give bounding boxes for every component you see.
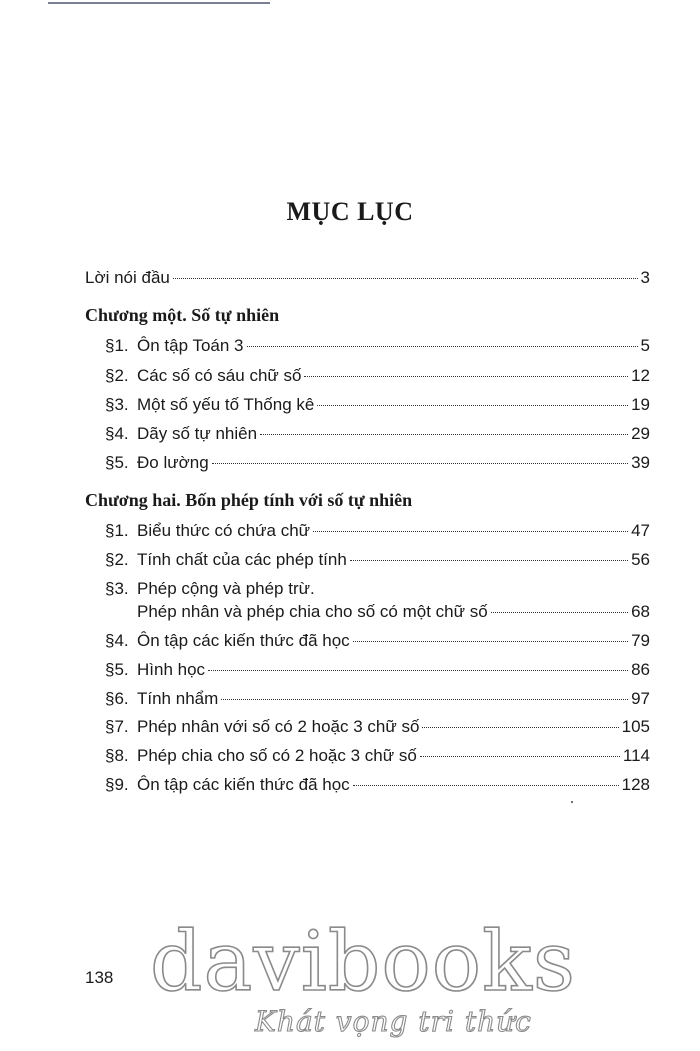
section-number: §1. bbox=[105, 521, 129, 540]
dot-leader bbox=[350, 560, 628, 561]
section-number: §6. bbox=[105, 689, 129, 708]
watermark-brand: davibooks bbox=[150, 915, 576, 1010]
toc-entry[interactable] bbox=[105, 453, 650, 473]
toc-entry-label: Phép cộng và phép trừ. bbox=[137, 579, 315, 598]
dot-leader bbox=[317, 405, 628, 406]
toc-entry[interactable] bbox=[105, 775, 650, 795]
toc-entry-page: 79 bbox=[631, 631, 650, 650]
toc-entry-page: 47 bbox=[631, 521, 650, 540]
dot-leader bbox=[173, 278, 638, 279]
toc-entry-label-continued: Phép nhân và phép chia cho số có một chữ số bbox=[137, 602, 488, 621]
dot-leader bbox=[212, 463, 628, 464]
toc-entry-label: Một số yếu tố Thống kê bbox=[137, 395, 315, 414]
section-number: §9. bbox=[105, 775, 129, 794]
chapter-heading: Chương hai. Bốn phép tính với số tự nhiên bbox=[85, 490, 413, 510]
toc-entry-label: Hình học bbox=[137, 660, 206, 679]
toc-entry-label: Dãy số tự nhiên bbox=[137, 424, 258, 443]
toc-entry-label: Ôn tập Toán 3 bbox=[137, 336, 244, 355]
toc-entry-label: Phép nhân với số có 2 hoặc 3 chữ số bbox=[137, 717, 420, 736]
toc-entry[interactable] bbox=[105, 550, 650, 570]
toc-entry[interactable] bbox=[105, 521, 650, 541]
toc-entry-page: 12 bbox=[631, 366, 650, 385]
toc-entry-first-line[interactable] bbox=[105, 579, 650, 599]
section-number: §1. bbox=[105, 336, 129, 355]
section-number: §3. bbox=[105, 395, 129, 414]
toc-entry[interactable] bbox=[105, 746, 650, 766]
toc-entry-page: 68 bbox=[631, 602, 650, 621]
section-number: §2. bbox=[105, 366, 129, 385]
toc-entry[interactable] bbox=[105, 395, 650, 415]
toc-entry-label: Đo lường bbox=[137, 453, 209, 472]
print-speck bbox=[571, 801, 573, 803]
top-rule bbox=[48, 2, 270, 4]
toc-entry-page: 114 bbox=[622, 746, 650, 765]
dot-leader bbox=[260, 434, 628, 435]
dot-leader bbox=[313, 531, 628, 532]
toc-entry-page: 97 bbox=[631, 689, 650, 708]
toc-entry-page: 5 bbox=[640, 336, 650, 355]
dot-leader bbox=[304, 376, 628, 377]
section-number: §4. bbox=[105, 424, 129, 443]
section-number: §3. bbox=[105, 579, 129, 598]
toc-entry-label: Phép chia cho số có 2 hoặc 3 chữ số bbox=[137, 746, 417, 765]
dot-leader bbox=[422, 727, 618, 728]
page-title: MỤC LỤC bbox=[286, 197, 414, 226]
section-number: §4. bbox=[105, 631, 129, 650]
dot-leader bbox=[353, 641, 628, 642]
toc-entry-label: Ôn tập các kiến thức đã học bbox=[137, 775, 350, 794]
toc-entry-label: Tính nhẩm bbox=[137, 689, 219, 708]
toc-entry-page: 86 bbox=[631, 660, 650, 679]
toc-entry-page: 56 bbox=[631, 550, 650, 569]
toc-entry[interactable] bbox=[105, 424, 650, 444]
dot-leader bbox=[353, 785, 619, 786]
section-number: §2. bbox=[105, 550, 129, 569]
dot-leader bbox=[247, 346, 638, 347]
toc-entry[interactable] bbox=[105, 631, 650, 651]
watermark-slogan: Khát vọng tri thức bbox=[255, 1005, 532, 1038]
toc-entry-label: Ôn tập các kiến thức đã học bbox=[137, 631, 350, 650]
toc-entry-page: 3 bbox=[640, 268, 650, 287]
toc-entry-page: 39 bbox=[631, 453, 650, 472]
toc-entry-label: Lời nói đầu bbox=[85, 268, 170, 287]
section-number: §5. bbox=[105, 660, 129, 679]
toc-entry-label: Tính chất của các phép tính bbox=[137, 550, 347, 569]
toc-entry[interactable] bbox=[105, 366, 650, 386]
toc-entry[interactable] bbox=[105, 689, 650, 709]
toc-entry-page: 128 bbox=[621, 775, 650, 794]
toc-entry-page: 19 bbox=[631, 395, 650, 414]
toc-entry[interactable] bbox=[105, 660, 650, 680]
section-number: §8. bbox=[105, 746, 129, 765]
toc-entry-label: Biểu thức có chứa chữ bbox=[137, 521, 311, 540]
toc-entry-label: Các số có sáu chữ số bbox=[137, 366, 302, 385]
toc-entry-preface[interactable] bbox=[85, 268, 650, 288]
toc-entry-page: 105 bbox=[621, 717, 650, 736]
section-number: §5. bbox=[105, 453, 129, 472]
dot-leader bbox=[221, 699, 628, 700]
toc-entry[interactable] bbox=[105, 717, 650, 737]
toc-entry[interactable] bbox=[105, 336, 650, 356]
section-number: §7. bbox=[105, 717, 129, 736]
dot-leader bbox=[420, 756, 620, 757]
dot-leader bbox=[491, 612, 628, 613]
chapter-heading: Chương một. Số tự nhiên bbox=[85, 305, 280, 325]
page-number: 138 bbox=[85, 968, 114, 987]
toc-entry[interactable] bbox=[137, 602, 650, 622]
dot-leader bbox=[208, 670, 628, 671]
toc-entry-page: 29 bbox=[631, 424, 650, 443]
